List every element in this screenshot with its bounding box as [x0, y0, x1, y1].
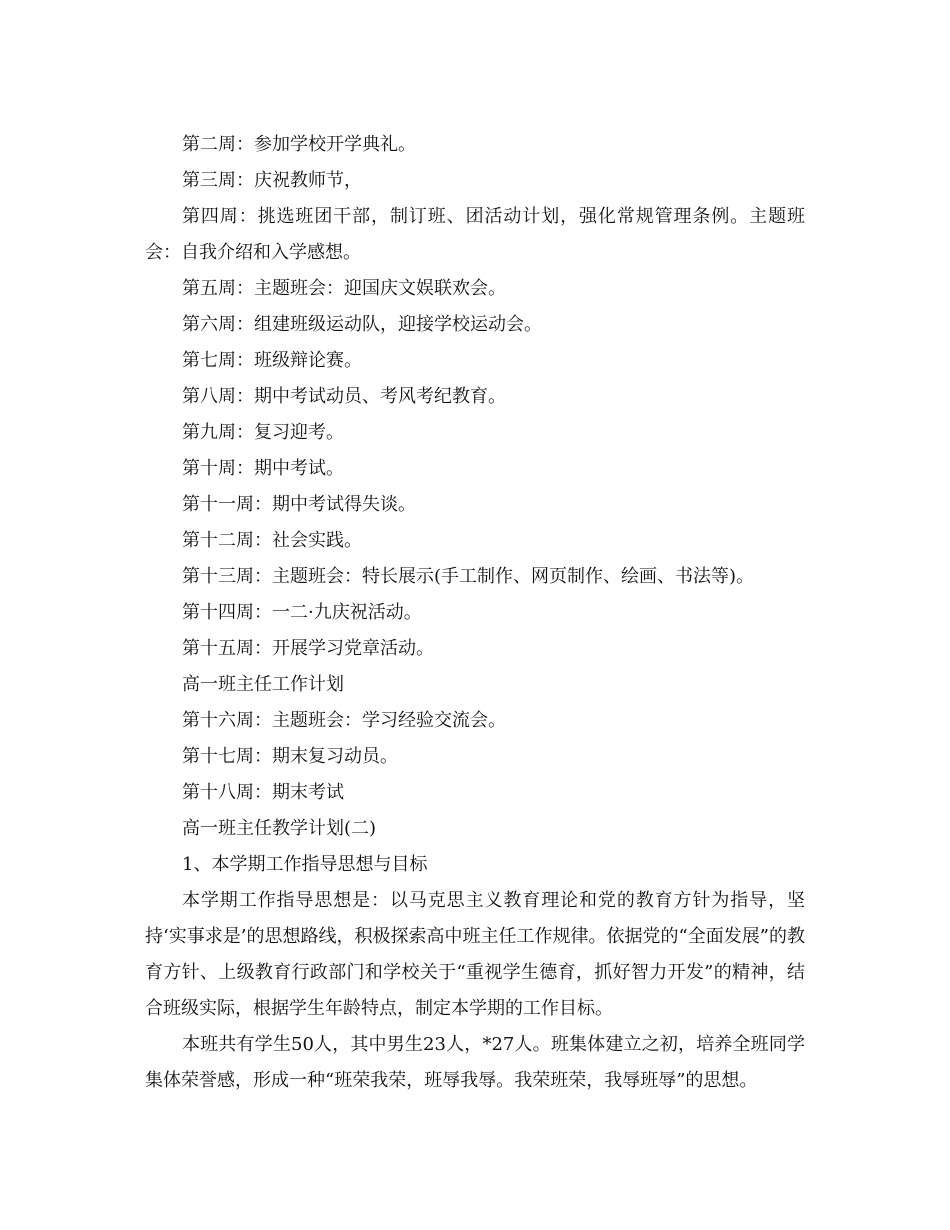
- paragraph-week-14: 第十四周：一二·九庆祝活动。: [182, 602, 422, 623]
- paragraph-week-16: 第十六周：主题班会：学习经验交流会。: [182, 710, 506, 731]
- paragraph-week-4: 第四周：挑选班团干部，制订班、团活动计划，强化常规管理条例。主题班会：自我介绍和入学感想。: [145, 206, 805, 263]
- paragraph-week-13: 第十三周：主题班会：特长展示(手工制作、网页制作、绘画、书法等)。: [182, 566, 755, 587]
- paragraph-guiding-ideology: 本学期工作指导思想是：以马克思主义教育理论和党的教育方针为指导，坚持‘实事求是’的思想路线，积极探索高中班主任工作规律。依据党的“全面发展”的教育方针、上级教育行政部门和学校关于“重视学生德育，抓好智力开发”的精神，结合班级实际，根据学生年龄特点，制定本学期的工作目标。: [145, 890, 805, 1019]
- paragraph-week-3: 第三周：庆祝教师节，: [182, 170, 362, 191]
- document-body: [145, 127, 805, 1099]
- section-heading-guiding-ideology: 1、本学期工作指导思想与目标: [182, 854, 428, 875]
- paragraph-week-6: 第六周：组建班级运动队，迎接学校运动会。: [182, 314, 542, 335]
- paragraph-week-18: 第十八周：期末考试: [182, 782, 344, 803]
- paragraph-week-12: 第十二周：社会实践。: [182, 530, 362, 551]
- paragraph-week-8: 第八周：期中考试动员、考风考纪教育。: [182, 386, 506, 407]
- paragraph-week-7: 第七周：班级辩论赛。: [182, 350, 362, 371]
- paragraph-week-9: 第九周：复习迎考。: [182, 422, 344, 443]
- paragraph-week-17: 第十七周：期末复习动员。: [182, 746, 398, 767]
- paragraph-week-10: 第十周：期中考试。: [182, 458, 344, 479]
- paragraph-week-11: 第十一周：期中考试得失谈。: [182, 494, 416, 515]
- paragraph-class-info: 本班共有学生50人，其中男生23人，*27人。班集体建立之初，培养全班同学集体荣誉感，形成一种“班荣我荣，班辱我辱。我荣班荣，我辱班辱”的思想。: [145, 1034, 805, 1091]
- paragraph-week-5: 第五周：主题班会：迎国庆文娱联欢会。: [182, 278, 506, 299]
- section-heading-work-plan: 高一班主任工作计划: [182, 674, 344, 695]
- paragraph-week-15: 第十五周：开展学习党章活动。: [182, 638, 434, 659]
- section-heading-teaching-plan-2: 高一班主任教学计划(二): [182, 818, 377, 839]
- paragraph-week-2: 第二周：参加学校开学典礼。: [182, 134, 416, 155]
